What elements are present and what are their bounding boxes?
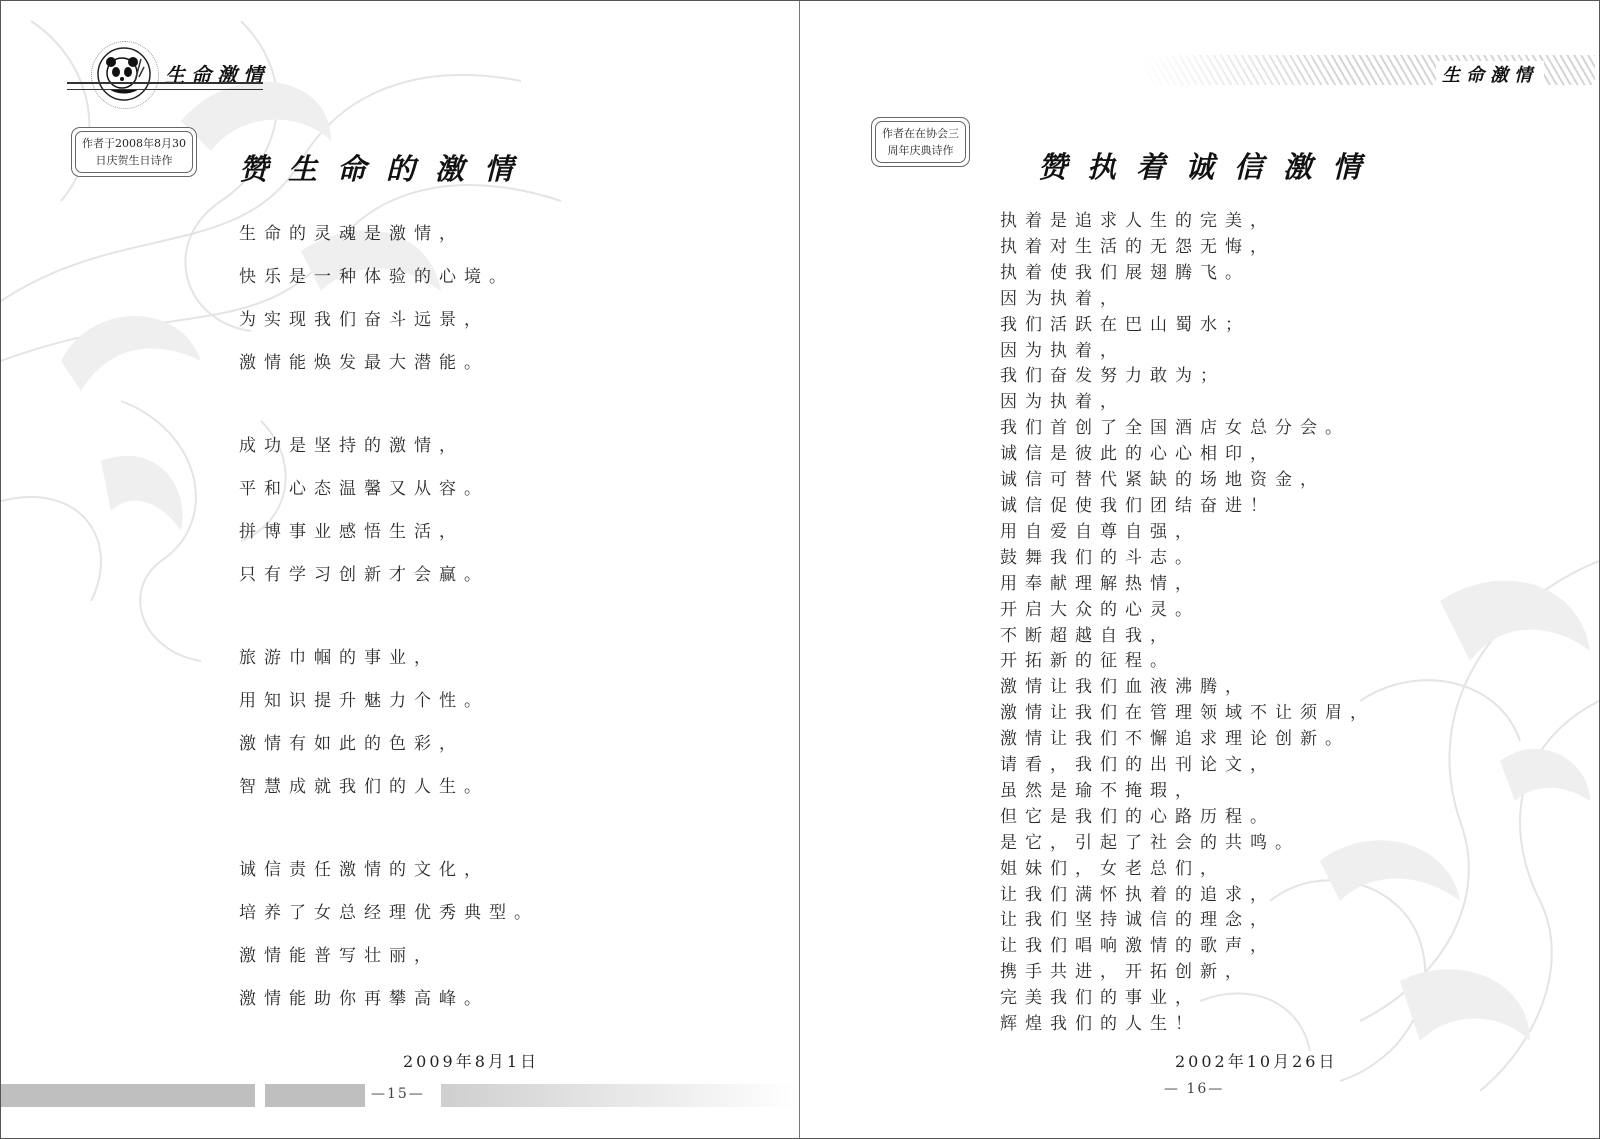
poem-line: 执着是追求人生的完美， [1000, 211, 1275, 231]
poem-line: 我们首创了全国酒店女总分会。 [1000, 418, 1350, 439]
header-band-fade [1140, 55, 1340, 85]
poem-line: 平和心态温馨又从容。 [239, 479, 489, 499]
poem-line: 只有学习创新才会赢。 [239, 565, 489, 585]
left-page [1, 1, 800, 1138]
panda-logo-icon [97, 47, 151, 101]
poem-line: 是它，引起了社会的共鸣。 [1000, 832, 1300, 853]
footer-bar [265, 1084, 365, 1107]
poem-line: 培养了女总经理优秀典型。 [239, 903, 539, 923]
poem-line: 但它是我们的心路历程。 [1000, 806, 1275, 827]
poem-line: 执着使我们展翅腾飞。 [1000, 262, 1250, 283]
poem-line: 用奉献理解热情， [1000, 573, 1200, 594]
poem-line: 激情让我们血液沸腾， [1000, 677, 1250, 698]
poem-line: 激情让我们不懈追求理论创新。 [1000, 729, 1350, 750]
poem-line: 因为执着， [1000, 392, 1125, 413]
poem-line: 我们奋发努力敢为； [1000, 366, 1225, 387]
poem-line: 激情能助你再攀高峰。 [239, 989, 489, 1009]
poem-line: 开拓新的征程。 [1000, 651, 1175, 672]
stanza [239, 425, 539, 597]
poem-line: 虽然是瑜不掩瑕， [1000, 780, 1200, 801]
poem-line: 开启大众的心灵。 [1000, 599, 1200, 620]
poem-line: 智慧成就我们的人生。 [239, 777, 489, 797]
poem-line: 快乐是一种体验的心境。 [239, 267, 514, 287]
author-note [71, 127, 197, 177]
poem-line: 生命的灵魂是激情， [239, 224, 464, 244]
poem-line: 我们活跃在巴山蜀水； [1000, 314, 1250, 335]
poem-line: 用自爱自尊自强， [1000, 521, 1200, 542]
right-page [800, 1, 1599, 1138]
poem-line: 请看，我们的出刊论文， [1000, 755, 1275, 776]
poem-line: 因为执着， [1000, 288, 1125, 309]
poem-line: 诚信是彼此的心心相印， [1000, 444, 1275, 465]
poem-line: 诚信促使我们团结奋进！ [1000, 495, 1275, 516]
poem-line: 激情让我们在管理领域不让须眉， [1000, 703, 1375, 724]
header-title: 生命激情 [165, 63, 269, 87]
footer-fade [441, 1084, 799, 1107]
header-title: 生命激情 [1436, 61, 1544, 87]
poem-line: 诚信责任激情的文化， [239, 860, 489, 880]
author-note-line: 周年庆典诗作 [887, 144, 954, 157]
poem-line: 为实现我们奋斗远景， [239, 310, 489, 330]
page-number: — 16— [1164, 1081, 1225, 1097]
poem-line: 用知识提升魅力个性。 [239, 691, 489, 711]
stanza [239, 849, 539, 1021]
poem-title: 赞生命的激情 [239, 152, 534, 186]
footer-bar [1, 1084, 255, 1107]
poem-line: 执着对生活的无怨无悔， [1000, 236, 1275, 257]
author-note [871, 117, 970, 167]
poem-line: 不断超越自我， [1000, 625, 1175, 646]
author-note-line: 作者在在协会三 [882, 127, 959, 140]
header-rule [67, 82, 263, 90]
poem-line: 激情能焕发最大潜能。 [239, 353, 489, 373]
poem-line: 让我们满怀执着的追求， [1000, 884, 1275, 905]
poem-body [239, 213, 539, 1061]
poem-line: 旅游巾帼的事业， [239, 648, 439, 668]
stanza [239, 637, 539, 809]
poem-line: 激情能普写壮丽， [239, 946, 439, 966]
poem-line: 携手共进，开拓创新， [1000, 962, 1250, 983]
poem-line: 让我们坚持诚信的理念， [1000, 910, 1275, 931]
stanza [239, 213, 539, 385]
poem-body [1000, 209, 1375, 1038]
author-note-line: 日庆贺生日诗作 [95, 154, 173, 167]
poem-date: 2009年8月1日 [403, 1052, 540, 1071]
poem-line: 激情有如此的色彩， [239, 734, 464, 754]
poem-line: 姐妹们，女老总们， [1000, 858, 1225, 879]
poem-line: 成功是坚持的激情， [239, 436, 464, 456]
poem-date: 2002年10月26日 [1175, 1052, 1338, 1071]
poem-line: 诚信可替代紧缺的场地资金， [1000, 470, 1325, 491]
author-note-line: 作者于2008年8月30 [82, 137, 186, 150]
poem-line: 因为执着， [1000, 340, 1125, 361]
poem-line: 让我们唱响激情的歌声， [1000, 936, 1275, 957]
poem-line: 拼博事业感悟生活， [239, 522, 464, 542]
poem-line: 辉煌我们的人生！ [1000, 1014, 1200, 1035]
page-number: —15— [371, 1086, 425, 1102]
poem-line: 鼓舞我们的斗志。 [1000, 547, 1200, 568]
poem-title: 赞执着诚信激情 [1038, 150, 1382, 184]
poem-line: 完美我们的事业， [1000, 988, 1200, 1009]
